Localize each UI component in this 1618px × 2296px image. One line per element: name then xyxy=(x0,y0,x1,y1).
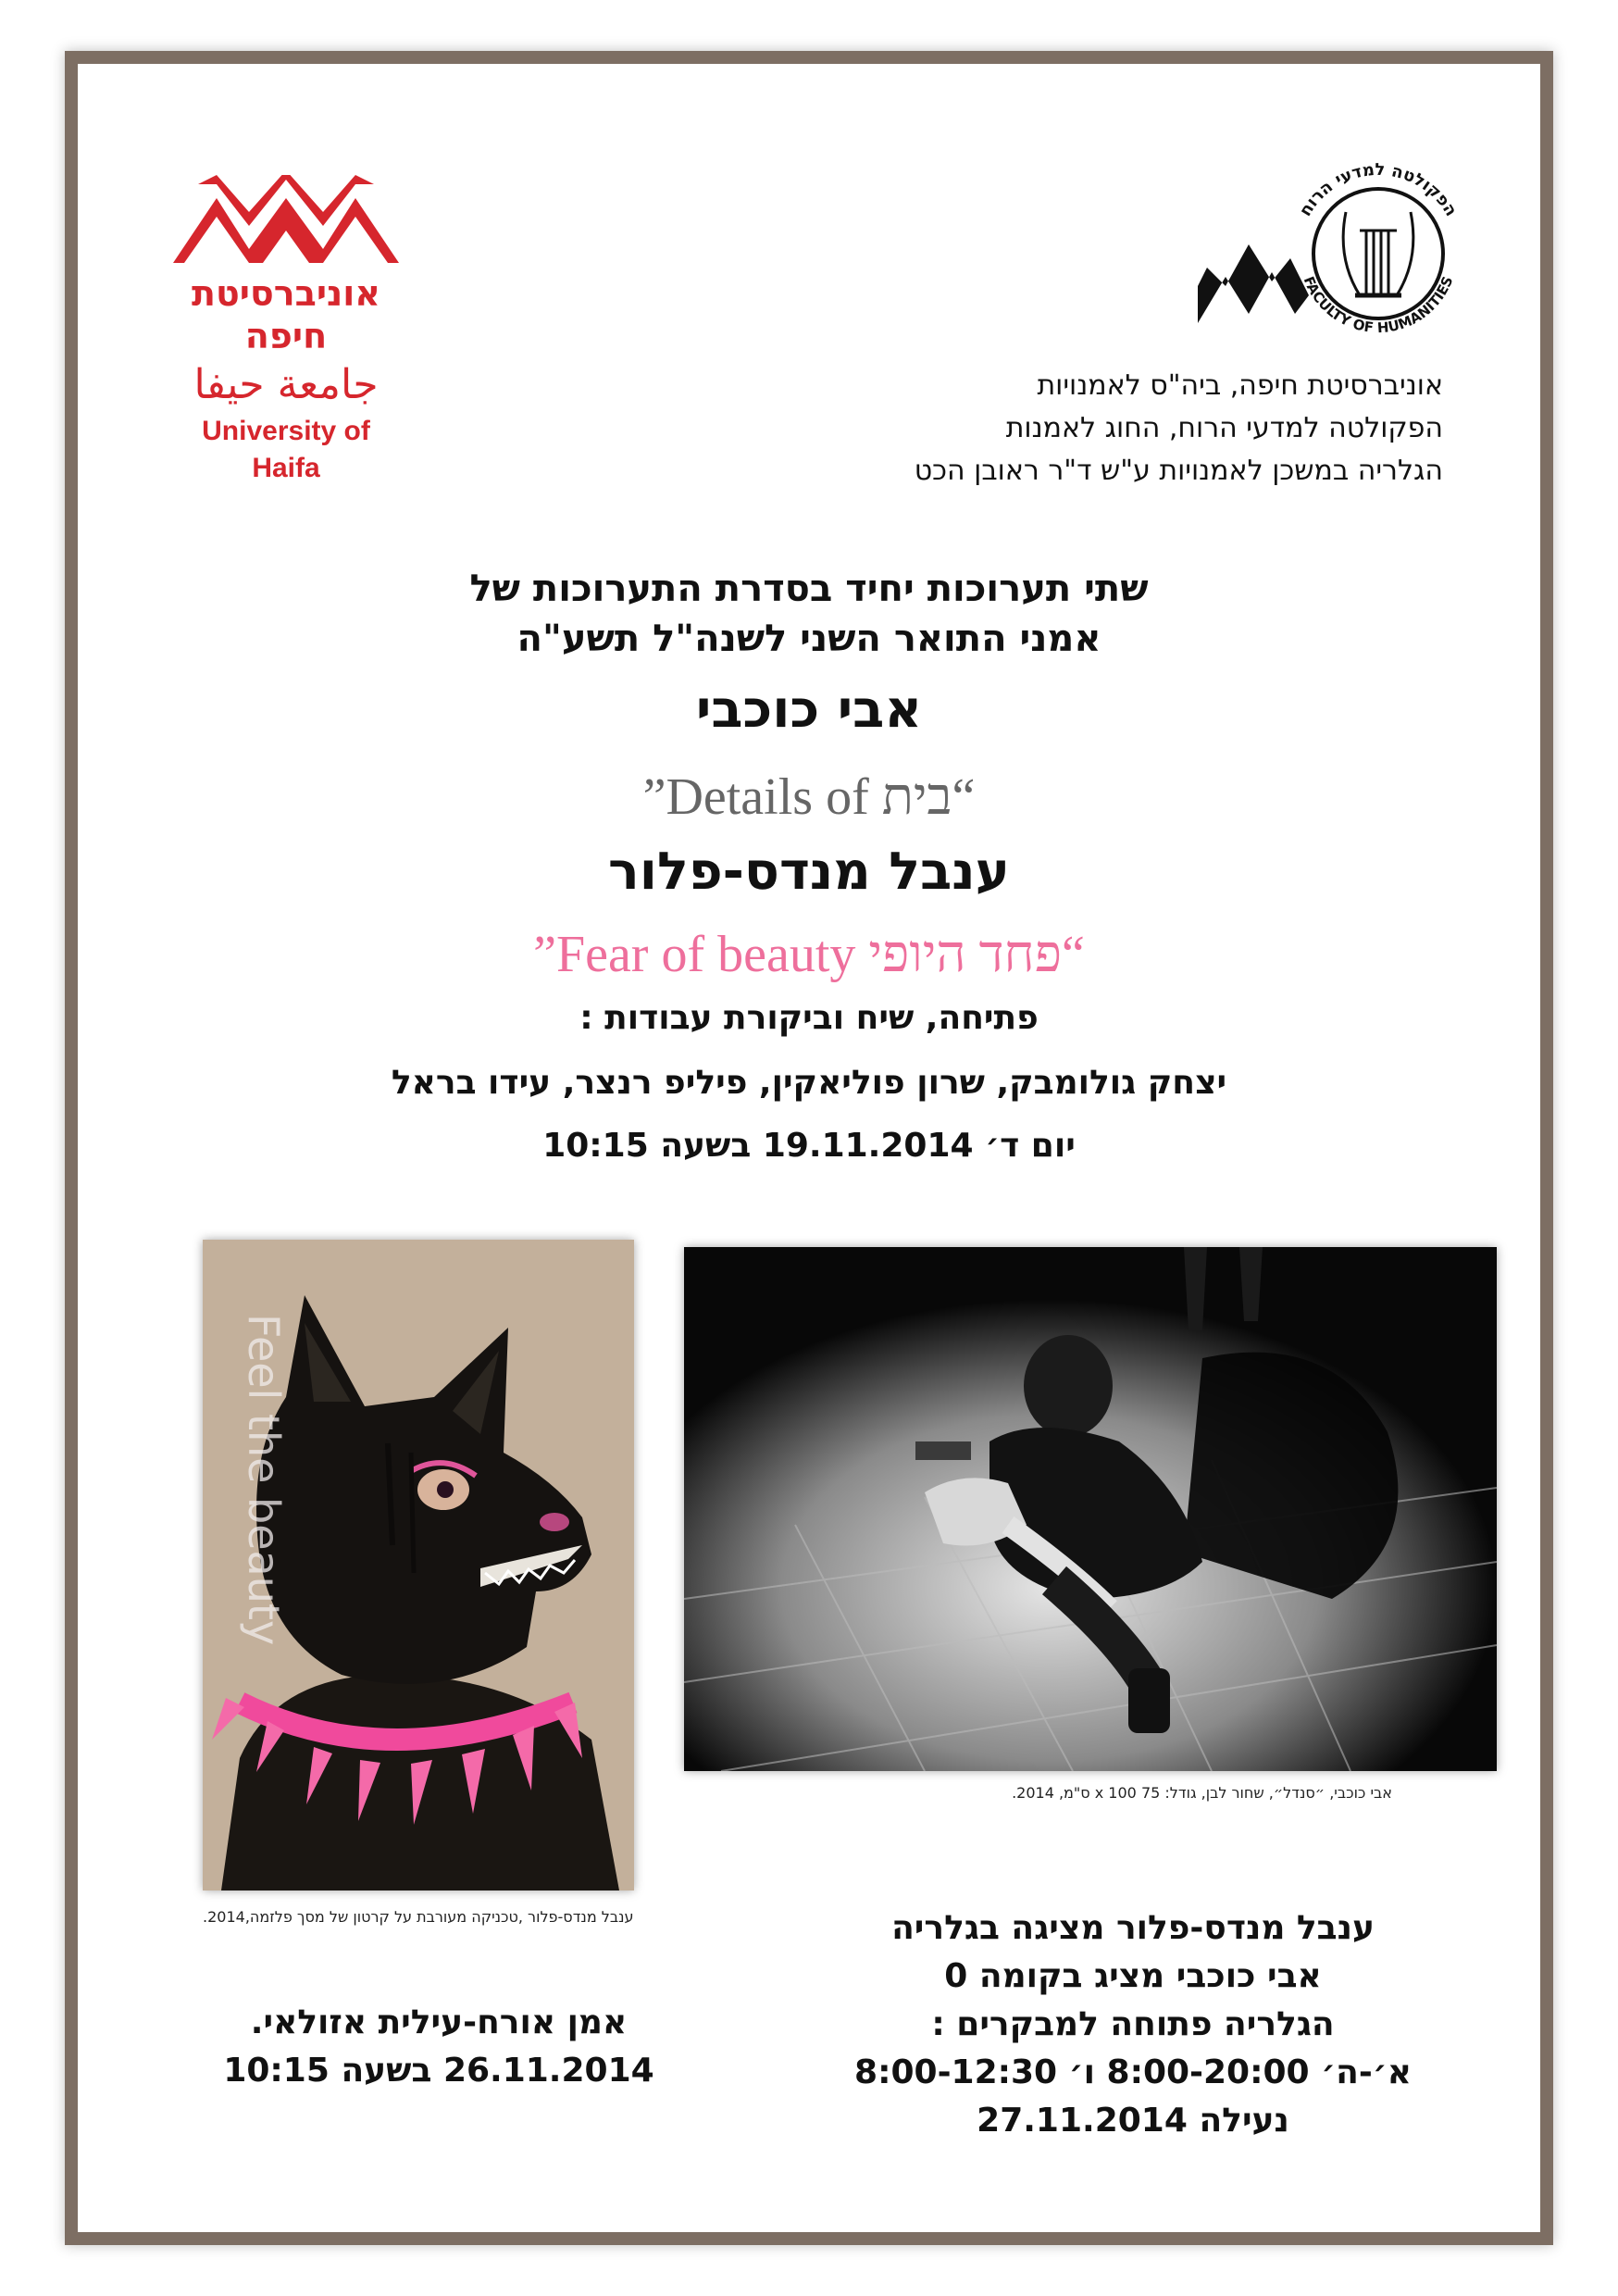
guest-artist-date: 26.11.2014 בשעה 10:15 xyxy=(223,2052,654,2090)
university-name-arabic: جامعة حيفا xyxy=(193,361,379,408)
series-heading xyxy=(78,564,1540,664)
artist-name-2: ענבל מנדס-פלור xyxy=(608,842,1010,902)
opening-date: יום ד׳ 19.11.2014 בשעה 10:15 xyxy=(542,1127,1076,1165)
series-line-1: שתי תערוכות יחיד בסדרת התערוכות של xyxy=(469,568,1149,610)
series-line-2: אמני התואר השני לשנה"ל תשע"ה xyxy=(517,618,1101,660)
gallery-hours: א׳-ה׳ 8:00-20:00 ו׳ 8:00-12:30 xyxy=(854,2053,1412,2091)
faculty-name-english: FACULTY OF HUMANITIES xyxy=(1300,273,1457,337)
guest-artist-name: אמן אורח-עילית אזולאי. xyxy=(250,2003,628,2041)
faculty-name-hebrew: הפקולטה למדעי הרוח xyxy=(1295,159,1462,220)
lyre-icon xyxy=(1343,212,1413,295)
university-wordmark xyxy=(166,272,406,487)
speakers-list: יצחק גולומבק, שרון פוליאקין, פיליפ רנצר, עידו בראל xyxy=(391,1064,1227,1102)
gallery-closing-date: נעילה 27.11.2014 xyxy=(977,2102,1289,2140)
opening-intro: פתיחה, שיח וביקורת עבודות : xyxy=(579,999,1039,1037)
artist-name-1: אבי כוכבי xyxy=(695,680,923,740)
poster-frame xyxy=(65,51,1553,2245)
gallery-info-line: הגלריה פתוחה למבקרים : xyxy=(931,2005,1335,2043)
exhibition-title-2: ”Fear of beauty פחד היופי“ xyxy=(533,926,1085,983)
address-line: הגלריה במשכן לאמנויות ע"ש ד"ר ראובן הכט xyxy=(914,455,1443,487)
boy-photograph xyxy=(684,1247,1497,1771)
faculty-of-humanities-logo xyxy=(1198,156,1466,351)
artwork-wolf-image xyxy=(203,1240,634,1890)
university-emblem-icon xyxy=(166,175,406,268)
poster-content xyxy=(78,64,1540,2232)
university-name-english: University of Haifa xyxy=(202,416,370,483)
address-line: אוניברסיטת חיפה, ביה"ס לאמנויות xyxy=(1037,369,1443,402)
organizer-address xyxy=(795,365,1443,493)
artwork-boy-photo xyxy=(684,1247,1497,1771)
caption-wolf-painting: ענבל מנדס-פלור ,טכניקה מעורבת על קרטון של מסך פלזמה,2014. xyxy=(203,1908,634,1926)
exhibition-title-1: ”Details of בית“ xyxy=(642,768,976,826)
gallery-info-line: אבי כוכבי מציג בקומה 0 xyxy=(944,1957,1322,1995)
faculty-emblem-icon xyxy=(1198,156,1466,351)
svg-text:FACULTY OF HUMANITIES xyxy=(1301,274,1457,336)
wolf-overlay-text: Feel the beauty xyxy=(239,1314,289,1646)
gallery-info-line: ענבל מנדס-פלור מציגה בגלריה xyxy=(891,1909,1375,1947)
caption-boy-photo: אבי כוכבי, ״סנדל״, שחור לבן, גודל: 75 x 100 ס"מ, 2014. xyxy=(1012,1784,1392,1802)
university-of-haifa-logo xyxy=(166,175,406,483)
gallery-info-block xyxy=(809,1904,1457,2145)
wolf-painting xyxy=(203,1240,634,1890)
university-name-hebrew: אוניברסיטת חיפה xyxy=(192,273,380,356)
address-line: הפקולטה למדעי הרוח, החוג לאמנות xyxy=(1005,412,1443,444)
guest-artist-block xyxy=(207,1999,670,2095)
